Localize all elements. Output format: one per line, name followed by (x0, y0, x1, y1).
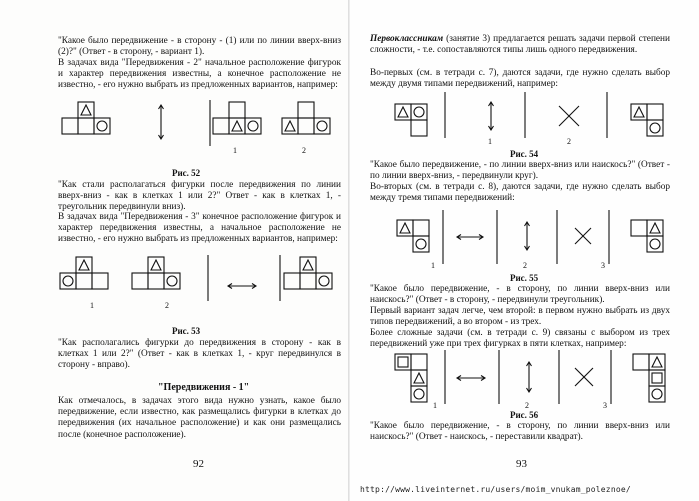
triangle-icon (652, 357, 662, 367)
circle-icon (414, 107, 424, 117)
fig54-initial-grid (395, 104, 427, 136)
left-page-number: 92 (193, 458, 204, 470)
figure-56 (395, 350, 685, 412)
fig54-vertical-arrow-icon (489, 102, 494, 130)
triangle-icon (151, 260, 161, 270)
circle-icon (650, 239, 660, 249)
square-icon (652, 373, 662, 383)
figure-55 (395, 210, 685, 272)
right-paragraph-1-lead: Первоклассникам (370, 34, 444, 44)
right-paragraph-1 (370, 34, 670, 56)
circle-icon (63, 276, 73, 286)
fig52-option-1 (213, 102, 261, 134)
right-paragraph-7: Более сложные задачи (см. в тетради с. 9) связаны с выбором из трех передвижений уже при трех фигурках в пяти клетках, например: (370, 328, 670, 350)
fig55-initial-grid (397, 220, 429, 252)
fig56-label-3: 3 (603, 401, 607, 410)
fig56-label-1: 1 (433, 401, 437, 410)
right-paragraph-4: Во-вторых (см. в тетради с. 8), даются задачи, где нужно сделать выбор между тремя типами передвижений: (370, 182, 670, 204)
fig53-horizontal-arrow-icon (228, 284, 256, 289)
left-paragraph-1: "Какое было передвижение - в сторону - (1) или по линии вверх-вниз (2)?" (Ответ - в сторону, - вариант 1). (58, 36, 341, 58)
fig56-horizontal-arrow-icon (457, 376, 485, 381)
circle-icon (416, 239, 426, 249)
right-paragraph-2: Во-первых (см. в тетради с. 7), даются задачи, где нужно сделать выбор между двумя типами передвижений, например: (370, 68, 670, 90)
right-paragraph-3: "Какое было передвижение, - по линии вверх-вниз или наискось?" (Ответ - по линии вверх-вниз, - передвинули круг). (370, 160, 670, 182)
fig56-initial-grid (395, 354, 427, 402)
fig53-label-2: 2 (165, 301, 169, 310)
triangle-icon (79, 260, 89, 270)
fig54-label-2: 2 (567, 137, 571, 146)
right-paragraph-1-body: (занятие 3) предлагается решать задачи первой степени сложности, - т.е. сопоставляются типы лишь одного передвижения. (370, 34, 670, 56)
left-paragraph-5: "Как располагались фигурки до передвижения в сторону - как в клетках 1 или 2?" (Ответ - как в клетках 1, - круг передвинулся в сторону - вправо). (58, 338, 341, 371)
fig55-final-grid (631, 220, 663, 252)
figure-53 (50, 255, 340, 315)
circle-icon (248, 121, 258, 131)
figure-52 (50, 100, 340, 160)
fig52-initial-grid (62, 102, 110, 134)
circle-icon (650, 123, 660, 133)
fig55-label-1: 1 (431, 261, 435, 270)
fig56-caption: Рис. 56 (510, 410, 539, 420)
fig54-diagonal-arrow-icon (559, 106, 579, 126)
fig52-label-1: 1 (233, 146, 237, 155)
circle-icon (167, 276, 177, 286)
fig53-label-1: 1 (90, 301, 94, 310)
left-section-heading: "Передвижения - 1" (158, 382, 250, 393)
right-page-number: 93 (516, 458, 527, 470)
fig53-final-grid (284, 257, 332, 289)
right-paragraph-8: "Какое было передвижение, - в сторону, по линии вверх-вниз или наискось?" (Ответ - наискось, - переставили квадрат). (370, 421, 670, 443)
source-url-watermark: http://www.liveinternet.ru/users/moim_vnukam_poleznoe/ (360, 485, 631, 494)
fig56-final-grid (633, 354, 665, 402)
fig55-horizontal-arrow-icon (457, 235, 483, 240)
book-spine (348, 0, 350, 501)
circle-icon (317, 121, 327, 131)
circle-icon (652, 389, 662, 399)
fig53-option-2 (132, 257, 180, 289)
fig54-caption: Рис. 54 (510, 149, 539, 159)
fig56-label-2: 2 (525, 401, 529, 410)
circle-icon (319, 276, 329, 286)
fig54-final-grid (631, 104, 663, 136)
fig55-diagonal-arrow-icon (575, 228, 591, 244)
square-icon (398, 357, 408, 367)
fig55-label-3: 3 (601, 261, 605, 270)
triangle-icon (650, 223, 660, 233)
triangle-icon (634, 107, 644, 117)
fig55-label-2: 2 (523, 261, 527, 270)
left-paragraph-6: Как отмечалось, в задачах этого вида нужно узнать, какое было передвижение, если известно, как размещались фигурки в клетках до передвижения (их начальное расположение) и как они размещались после (конечное расположение). (58, 396, 341, 440)
right-paragraph-6: Первый вариант задач легче, чем второй: в первом нужно выбрать из двух типов передвижений, а во втором - из трех. (370, 306, 670, 328)
figure-54 (395, 92, 685, 147)
left-paragraph-3: "Как стали располагаться фигурки после передвижения по линии вверх-вниз - как в клетках 1 или 2?" Ответ - как в клетках 1, - треугольник передвинули вниз). (58, 180, 341, 213)
fig56-vertical-arrow-icon (527, 362, 532, 392)
fig52-vertical-arrow-icon (159, 105, 164, 139)
fig53-option-1 (60, 257, 108, 289)
triangle-icon (398, 107, 408, 117)
right-paragraph-5: "Какое было передвижение, - в сторону, по линии вверх-вниз или наискось?" (Ответ - в сторону, - передвинули треугольник). (370, 284, 670, 306)
circle-icon (97, 121, 107, 131)
fig52-label-2: 2 (302, 146, 306, 155)
triangle-icon (414, 373, 424, 383)
fig52-option-2 (282, 102, 330, 134)
fig54-label-1: 1 (488, 137, 492, 146)
fig55-caption: Рис. 55 (510, 273, 539, 283)
triangle-icon (81, 105, 91, 115)
triangle-icon (303, 260, 313, 270)
circle-icon (414, 389, 424, 399)
fig53-caption: Рис. 53 (172, 326, 201, 336)
fig52-caption: Рис. 52 (172, 168, 201, 178)
left-paragraph-2: В задачах вида "Передвижения - 2" начальное расположение фигурок и характер передвижения известны, а конечное расположение не известно, - его нужно выбрать из предложенных вариантов, например: (58, 58, 341, 91)
fig55-vertical-arrow-icon (525, 222, 530, 250)
triangle-icon (400, 223, 410, 233)
left-paragraph-4: В задачах вида "Передвижения - 3" конечное расположение фигурок и характер передвижения известны, а начальное расположение не известно, - его нужно выбрать из предложенных вариантов, например: (58, 212, 341, 245)
triangle-icon (232, 121, 242, 131)
triangle-icon (285, 121, 295, 131)
fig56-diagonal-arrow-icon (575, 368, 593, 386)
